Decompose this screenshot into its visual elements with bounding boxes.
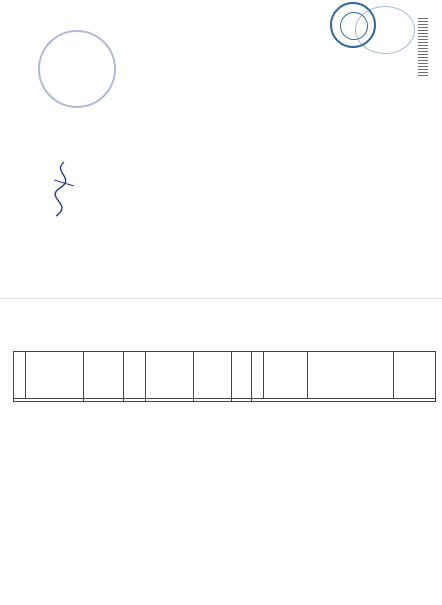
total-row	[14, 399, 436, 402]
signatory-block	[20, 150, 34, 270]
decree-sheet	[0, 0, 442, 298]
col-header-area2	[232, 352, 252, 399]
col-header-location	[308, 352, 394, 399]
signature-stamp	[38, 30, 116, 108]
ownership-table	[13, 351, 436, 402]
col-header-user-reg	[194, 352, 232, 399]
col-header-no	[14, 352, 26, 399]
attachment-sheet	[0, 298, 442, 605]
table-header-row	[14, 352, 436, 399]
signature-mark	[44, 160, 84, 220]
decree-rotated-block	[0, 0, 442, 298]
total-spacer-4	[252, 399, 436, 402]
organization-title	[305, 4, 337, 204]
barcode	[418, 16, 428, 76]
col-header-area	[124, 352, 146, 399]
total-area-a	[124, 399, 146, 402]
col-header-owner-reg	[84, 352, 124, 399]
total-spacer-3	[194, 399, 232, 402]
total-spacer-1	[84, 399, 124, 402]
col-header-owner-name	[26, 352, 84, 399]
total-label	[14, 399, 84, 402]
approval-stamp	[355, 6, 415, 54]
total-area-b	[232, 399, 252, 402]
col-header-unit	[264, 352, 308, 399]
col-header-user-name	[146, 352, 194, 399]
total-spacer-2	[146, 399, 194, 402]
col-header-cert	[394, 352, 436, 399]
col-header-term	[252, 352, 264, 399]
